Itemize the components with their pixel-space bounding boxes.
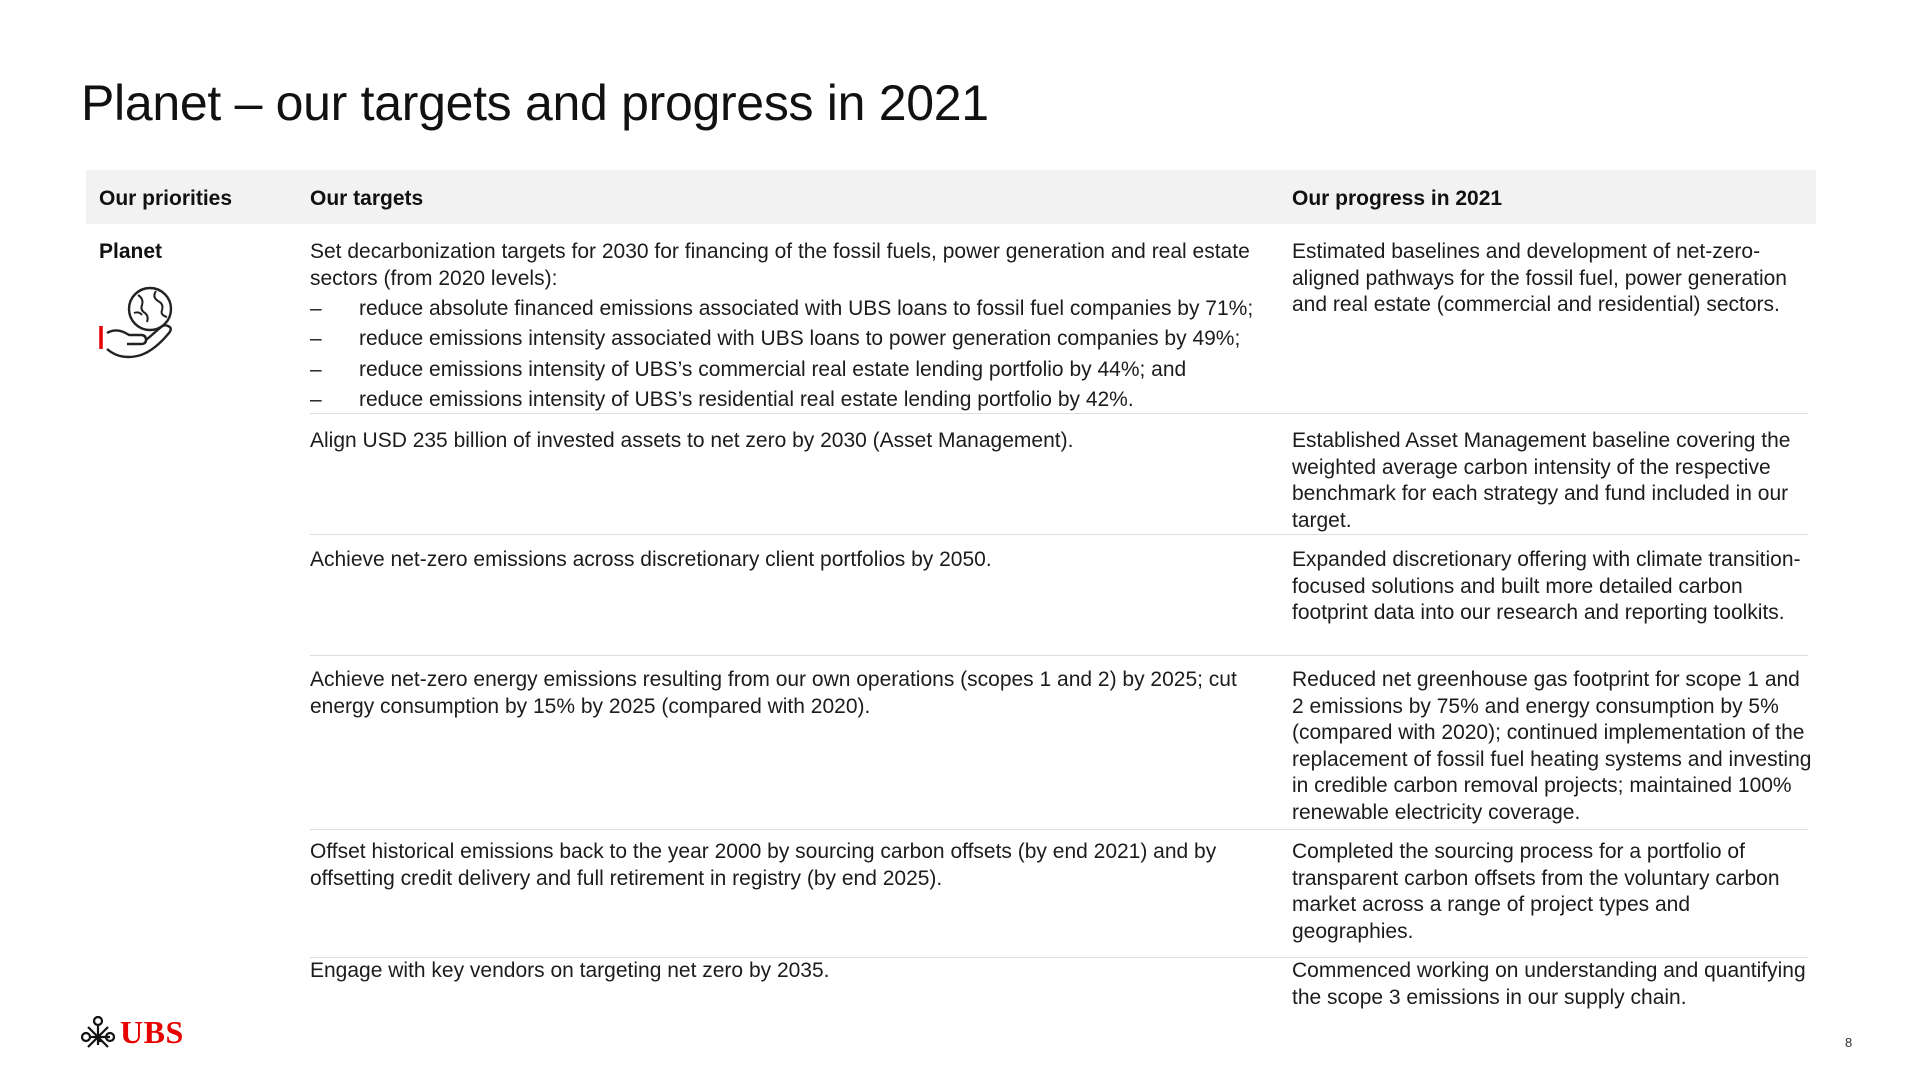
target-text: Set decarbonization targets for 2030 for financing of the fossil fuels, power generation and real estate sectors (from 2020 levels): — [310, 240, 1250, 290]
progress-text: Reduced net greenhouse gas footprint for scope 1 and 2 emissions by 75% and energy consumption by 5% (compared with 2020); continued implementation of the replacement of fossil fuel heating systems and investing in credible carbon removal projects; maintained 100% renewable electricity coverage. — [1292, 668, 1812, 824]
row-divider — [310, 829, 1808, 830]
ubs-logo: UBS — [120, 1014, 184, 1050]
table-row — [310, 428, 1808, 534]
header-priorities: Our priorities — [99, 187, 233, 210]
list-item: – reduce emissions intensity of UBS’s residential real estate lending portfolio by 42%. — [310, 387, 1134, 411]
row-divider — [310, 413, 1808, 414]
target-text: Achieve net-zero energy emissions resulting from our own operations (scopes 1 and 2) by 2025; cut energy consumption by 15% by 2025 (compared with 2020). — [310, 668, 1237, 718]
header-targets: Our targets — [310, 187, 424, 210]
list-item: – reduce emissions intensity of UBS’s commercial real estate lending portfolio by 44%; and — [310, 357, 1187, 381]
three-keys-icon — [80, 1015, 116, 1051]
progress-text: Completed the sourcing process for a portfolio of transparent carbon offsets from the voluntary carbon market across a range of project types and geographies. — [1292, 840, 1780, 943]
table-row — [310, 239, 1808, 413]
target-text: Align USD 235 billion of invested assets to net zero by 2030 (Asset Management). — [310, 429, 1074, 452]
target-text: Achieve net-zero emissions across discretionary client portfolios by 2050. — [310, 548, 992, 571]
row-divider — [310, 534, 1808, 535]
hand-holding-globe-icon — [98, 283, 180, 363]
row-divider — [310, 655, 1808, 656]
list-item: – reduce emissions intensity associated with UBS loans to power generation companies by 49%; — [310, 327, 1241, 351]
target-text: Offset historical emissions back to the year 2000 by sourcing carbon offsets (by end 2021) and by offsetting credit delivery and full retirement in registry (by end 2025). — [310, 840, 1217, 890]
progress-text: Estimated baselines and development of net-zero-aligned pathways for the fossil fuel, power generation and real estate (commercial and residential) sectors. — [1292, 240, 1787, 316]
table-row — [310, 839, 1808, 947]
table-row — [310, 958, 1808, 1014]
table-row — [310, 547, 1808, 655]
list-item: – reduce absolute financed emissions associated with UBS loans to fossil fuel companies by 71%; — [310, 297, 1254, 320]
target-cell — [310, 239, 1270, 415]
priority-label: Planet — [99, 240, 163, 263]
progress-text: Expanded discretionary offering with climate transition-focused solutions and built more detailed carbon footprint data into our research and reporting toolkits. — [1292, 548, 1801, 624]
progress-text: Commenced working on understanding and quantifying the scope 3 emissions in our supply chain. — [1292, 959, 1806, 1009]
target-text: Engage with key vendors on targeting net zero by 2035. — [310, 959, 830, 982]
page-number: 8 — [1845, 1035, 1853, 1050]
header-progress: Our progress in 2021 — [1292, 187, 1503, 210]
progress-text: Established Asset Management baseline covering the weighted average carbon intensity of the respective benchmark for each strategy and fund included in our target. — [1292, 429, 1791, 532]
page-title: Planet – our targets and progress in 2021 — [81, 75, 989, 131]
target-bullet-list — [310, 294, 1270, 415]
table-row — [310, 667, 1812, 827]
